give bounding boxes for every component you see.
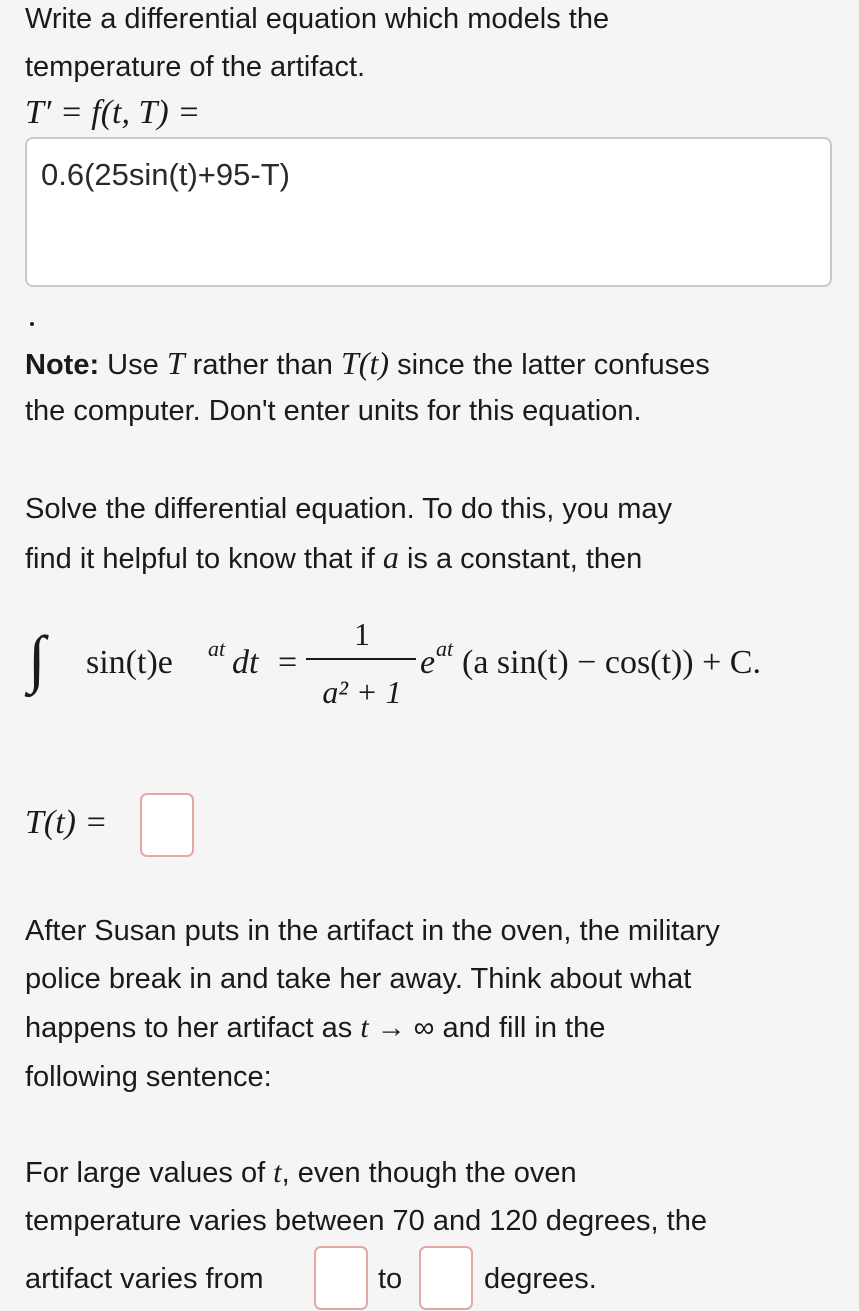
after-line-1: After Susan puts in the artifact in the oven, the military bbox=[25, 915, 720, 947]
solve-line-2 bbox=[25, 540, 642, 576]
equation-label: T′ = f(t, T) = bbox=[25, 94, 201, 131]
var-T: T bbox=[166, 345, 185, 381]
solve-text-b: is a constant, then bbox=[406, 543, 643, 575]
exp-at-1: at bbox=[208, 636, 226, 661]
final-text-a: For large values of bbox=[25, 1157, 266, 1189]
equals: = bbox=[278, 644, 298, 681]
note-line-2: the computer. Don't enter units for this equation. bbox=[25, 395, 642, 427]
tt-label: T(t) = bbox=[25, 804, 108, 841]
note-line-1 bbox=[25, 346, 710, 382]
integral-formula bbox=[20, 600, 850, 720]
prompt-line-1: Write a differential equation which models the bbox=[25, 3, 610, 35]
fraction-denominator: a² + 1 bbox=[322, 674, 402, 710]
final-text-b: , even though the oven bbox=[281, 1157, 577, 1189]
note-text-a: Use bbox=[107, 349, 159, 381]
after-line-3 bbox=[25, 1011, 605, 1045]
after-text-a: happens to her artifact as bbox=[25, 1012, 353, 1044]
formula-tail: (a sin(t) − cos(t)) + C. bbox=[462, 644, 761, 681]
period-mark bbox=[30, 322, 34, 326]
final-line-3-a: artifact varies from bbox=[25, 1263, 264, 1295]
integrand: sin(t)e bbox=[86, 644, 173, 681]
var-t-2: t bbox=[273, 1156, 282, 1189]
tt-answer-input[interactable] bbox=[140, 793, 194, 857]
after-line-2: police break in and take her away. Think about what bbox=[25, 963, 692, 995]
var-a: a bbox=[382, 539, 399, 575]
arrow-infinity: → ∞ bbox=[376, 1012, 435, 1044]
fraction-numerator: 1 bbox=[354, 616, 370, 652]
var-t: t bbox=[360, 1011, 369, 1044]
differential-equation-input[interactable]: 0.6(25sin(t)+95-T) bbox=[25, 137, 832, 287]
final-degrees: degrees. bbox=[484, 1263, 597, 1295]
dt: dt bbox=[232, 644, 259, 681]
final-line-1 bbox=[25, 1156, 577, 1190]
final-line-2: temperature varies between 70 and 120 degrees, the bbox=[25, 1205, 707, 1237]
final-to: to bbox=[378, 1263, 403, 1295]
note-text-b: rather than bbox=[192, 349, 333, 381]
solve-line-1: Solve the differential equation. To do this, you may bbox=[25, 493, 673, 525]
note-label: Note: bbox=[25, 349, 100, 381]
exp-base: e bbox=[420, 644, 436, 681]
exp-at-2: at bbox=[436, 636, 454, 661]
after-text-b: and fill in the bbox=[442, 1012, 606, 1044]
note-text-c: since the latter confuses bbox=[397, 349, 710, 381]
prompt-line-2: temperature of the artifact. bbox=[25, 51, 366, 83]
max-temp-input[interactable] bbox=[419, 1246, 473, 1310]
solve-text-a: find it helpful to know that if bbox=[25, 543, 375, 575]
integral-sign: ∫ bbox=[28, 623, 46, 694]
after-line-4: following sentence: bbox=[25, 1061, 272, 1093]
var-Tt: T(t) bbox=[341, 345, 389, 381]
min-temp-input[interactable] bbox=[314, 1246, 368, 1310]
